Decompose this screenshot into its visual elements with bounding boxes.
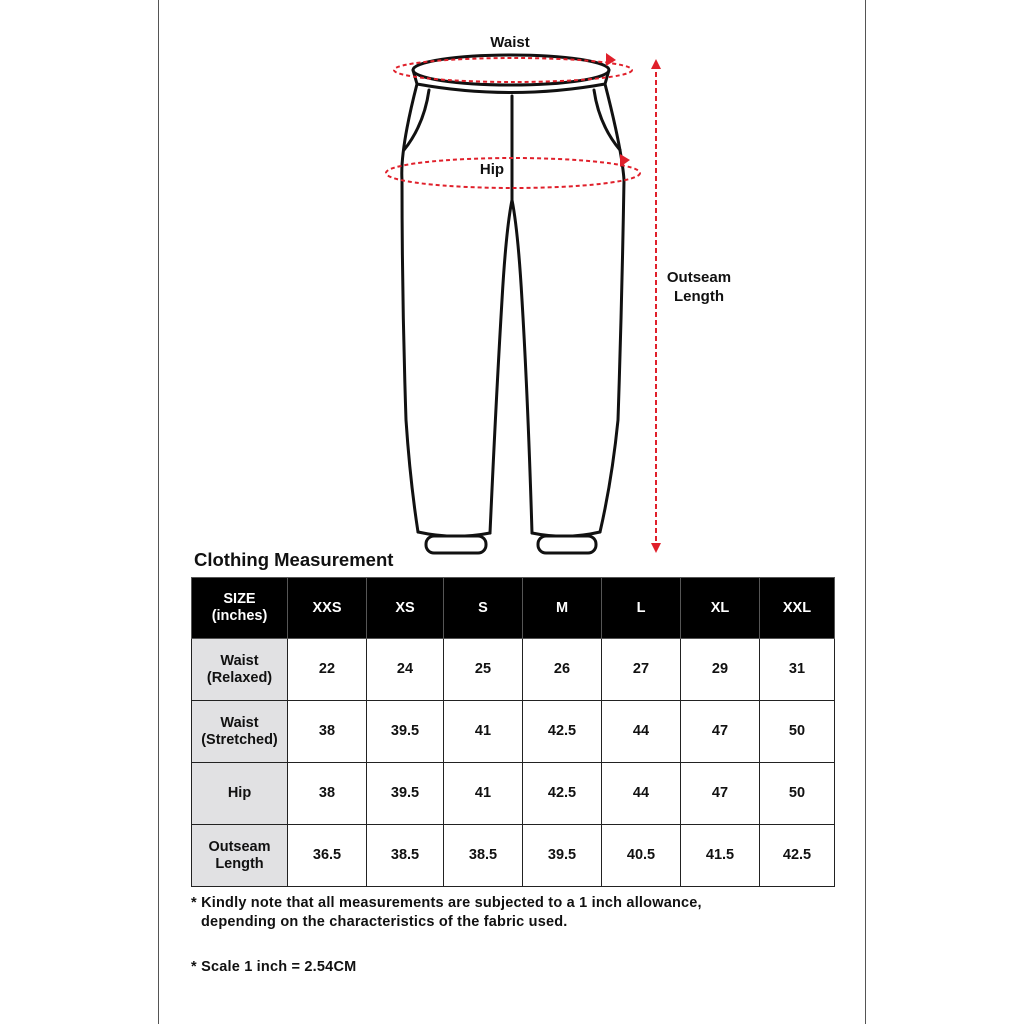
table-cell: 39.5 [367, 763, 444, 825]
table-cell: 39.5 [367, 701, 444, 763]
table-cell: 38 [288, 701, 367, 763]
row-label-line1: Waist [220, 652, 259, 669]
row-label [192, 701, 288, 763]
row-label-line2: (Stretched) [201, 731, 278, 748]
table-cell: 26 [523, 639, 602, 701]
allowance-note-line2: depending on the characteristics of the fabric used. [201, 914, 568, 930]
size-column-header: XXL [760, 578, 835, 639]
table-cell: 22 [288, 639, 367, 701]
size-column-header: S [444, 578, 523, 639]
table-cell: 36.5 [288, 825, 367, 887]
table-cell: 29 [681, 639, 760, 701]
table-row [192, 825, 835, 887]
outseam-label-line2: Length [674, 288, 724, 305]
size-header-line1: SIZE [223, 591, 256, 607]
left-cuff-shape [426, 536, 486, 553]
row-label [192, 639, 288, 701]
table-cell: 24 [367, 639, 444, 701]
table-heading: Clothing Measurement [194, 549, 394, 570]
table-cell: 31 [760, 639, 835, 701]
pants-outline [402, 55, 624, 553]
right-cuff-shape [538, 536, 596, 553]
row-label-line1: Waist [220, 714, 259, 731]
table-cell: 41.5 [681, 825, 760, 887]
row-label-line1: Hip [227, 785, 252, 801]
table-cell: 27 [602, 639, 681, 701]
table-cell: 42.5 [523, 701, 602, 763]
allowance-note [191, 894, 702, 932]
row-label-line1: Outseam [208, 838, 271, 855]
table-cell: 50 [760, 701, 835, 763]
waist-label: Waist [490, 34, 530, 51]
size-column-header: L [602, 578, 681, 639]
row-label [192, 825, 288, 887]
size-table [191, 577, 835, 887]
size-column-header: XXS [288, 578, 367, 639]
size-header-cell [192, 578, 288, 639]
table-cell: 40.5 [602, 825, 681, 887]
outseam-label-line1: Outseam [666, 269, 732, 286]
row-label-line2: (Relaxed) [206, 669, 273, 686]
size-column-header: XL [681, 578, 760, 639]
row-label-line2: Length [215, 855, 264, 872]
table-cell: 41 [444, 763, 523, 825]
table-row [192, 639, 835, 701]
hip-arrow-icon [620, 154, 630, 167]
outseam-label [652, 268, 746, 306]
scale-note: * Scale 1 inch = 2.54CM [191, 959, 357, 975]
allowance-note-line1: * Kindly note that all measurements are subjected to a 1 inch allowance, [191, 895, 702, 911]
table-cell: 47 [681, 701, 760, 763]
size-header-line2: (inches) [211, 608, 268, 624]
table-cell: 38 [288, 763, 367, 825]
hip-label: Hip [479, 161, 505, 178]
table-cell: 38.5 [444, 825, 523, 887]
table-cell: 44 [602, 701, 681, 763]
table-cell: 50 [760, 763, 835, 825]
table-cell: 44 [602, 763, 681, 825]
table-cell: 42.5 [523, 763, 602, 825]
row-label [192, 763, 288, 825]
size-column-header: XS [367, 578, 444, 639]
table-cell: 39.5 [523, 825, 602, 887]
size-column-header: M [523, 578, 602, 639]
table-header-row [192, 578, 835, 639]
table-cell: 25 [444, 639, 523, 701]
table-row [192, 701, 835, 763]
table-row [192, 763, 835, 825]
table-cell: 42.5 [760, 825, 835, 887]
table-cell: 38.5 [367, 825, 444, 887]
table-cell: 41 [444, 701, 523, 763]
table-cell: 47 [681, 763, 760, 825]
